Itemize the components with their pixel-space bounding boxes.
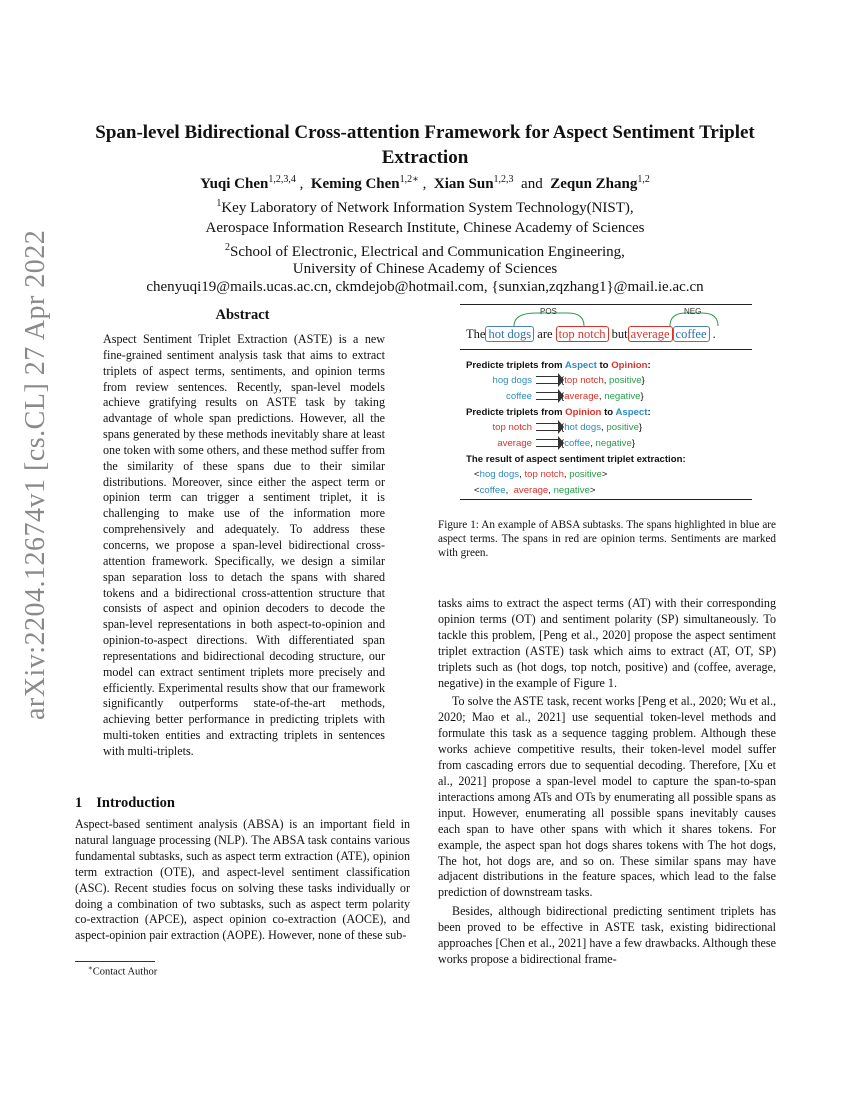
neg-label: NEG [684, 307, 702, 316]
fig-text: : [647, 360, 651, 371]
fig-lhs: average [497, 438, 532, 449]
affiliation-line: Aerospace Information Research Institute, Chinese Academy of Sciences [205, 220, 645, 236]
fig-text: Predicte triplets from [466, 407, 566, 418]
author-emails: chenyuqi19@mails.ucas.ac.cn, ckmdejob@hotmail.com, {sunxian,zqzhang1}@mail.ie.ac.cn [146, 279, 704, 295]
author-name: Xian Sun [433, 176, 494, 192]
paper-title: Span-level Bidirectional Cross-attention Framework for Aspect Sentiment Triplet Extraction [95, 122, 755, 168]
word: but [611, 327, 628, 341]
arxiv-stamp: arXiv:2204.12674v1 [cs.CL] 27 Apr 2022 [20, 229, 51, 720]
fig-heading-a2o [466, 358, 752, 373]
fig-sentiment: negative [595, 438, 632, 449]
footnote-rule [75, 961, 155, 962]
double-arrow-icon [536, 439, 558, 447]
aspect-span: coffee [673, 326, 710, 342]
paragraph: To solve the ASTE task, recent works [Peng et al., 2020; Wu et al., 2020; Mao et al., 2021] use sequential token-level methods and formulate this task as a sequence tagging problem. Although these works achieve competitive results, their token-level model suffer from cascading errors due to sequential decoding. Therefore, [Xu et al., 2021] propose a span-level model to capture the span-to-span interactions among ATs and OTs by enumerating all possible spans as input. However, enumerating all possible spans inevitably causes each span to have other spans with which it shares tokens. For example, the aspect span hot dogs shares tokens with The hot dogs, The hot, hot dogs are, and so on. These similar spans may have adjacent distributions in the feature spaces, which lead to the false prediction of downstream tasks. [438, 694, 776, 900]
double-arrow-icon [536, 376, 558, 384]
section-number: 1 [75, 795, 83, 811]
fig-heading-o2a [466, 405, 752, 420]
fig-sentiment: positive [606, 422, 639, 433]
fig-text: Opinion [611, 360, 648, 371]
affiliation-line [60, 238, 790, 262]
word: The [466, 327, 486, 341]
author-line: Yuqi Chen$^{1,2,3,4}$ , Keming Chen$^{1,2∗}$ , Xian Sun$^{1,2,3}$ and Zequn Zhang$^{1,2}$ [200, 174, 650, 192]
fig-sentiment: positive [569, 469, 602, 480]
aff-sup: 1 [216, 198, 222, 209]
aspect-span: hot dogs [485, 326, 534, 342]
fig-text: Opinion [565, 407, 602, 418]
footnote-mark: ∗ [88, 964, 93, 972]
fig-result: <hog dogs, top notch, positive> [474, 469, 608, 480]
author-name: Yuqi Chen [200, 176, 269, 192]
fig-aspect: coffee [564, 438, 591, 449]
author-sup: 1,2 [637, 174, 650, 185]
abstract-heading: Abstract [215, 307, 270, 323]
section-heading [75, 795, 175, 812]
author-sup: 1,2,3,4 [268, 174, 296, 185]
right-column-text [438, 596, 776, 968]
affiliation-line: University of Chinese Academy of Sciences [292, 261, 558, 277]
fig-sentiment: negative [553, 485, 590, 496]
paragraph: Besides, although bidirectional predicting sentiment triplets has been proved to be effective in ASTE task, existing bidirectional approaches [Chen et al., 2021] have a few drawbacks. Although these works propose a bidirectional frame- [438, 904, 776, 966]
fig-text: Aspect [615, 407, 648, 418]
author-and: and [521, 176, 543, 192]
fig-lhs: coffee [506, 391, 532, 402]
word: are [537, 327, 553, 341]
section-title: Introduction [96, 795, 175, 811]
fig-sentiment: positive [609, 375, 642, 386]
author-sup: 1,2,3 [493, 174, 514, 185]
fig-row: coffee {average, negative} [466, 389, 752, 405]
fig-text: Aspect [564, 360, 597, 371]
fig-aspect: coffee [479, 485, 506, 496]
author-name: Zequn Zhang [550, 176, 638, 192]
fig-opinion: average [513, 485, 549, 496]
aff-text: Key Laboratory of Network Information System Technology(NIST), [221, 200, 634, 216]
paragraph: tasks aims to extract the aspect terms (AT) with their corresponding opinion terms (OT) and sentiment polarity (SP) simultaneously. To tackle this problem, [Peng et al., 2020] propose the aspect sentiment triplet extraction (ASTE) task which aims to extract (AT, OT, SP) triplets such as (hot dogs, top notch, positive) and (coffee, average, negative) in the example of Figure 1. [438, 596, 776, 690]
aff-text: School of Electronic, Electrical and Communication Engineering, [230, 244, 625, 260]
fig-aspect: hog dogs [479, 469, 520, 480]
intro-text: Aspect-based sentiment analysis (ABSA) is an important field in natural language processing (NLP). The ABSA task contains various fundamental subtasks, such as aspect term extraction (ATE), opinion term extraction (OTE), and aspect-level sentiment classification (ASC). Recent studies focus on solving these tasks individually or doing a combination of two subtasks, such as aspect term polarity co-extraction (APCE), aspect opinion co-extraction (AOCE), and aspect-opinion pair extraction (AOPE). However, none of these sub- [75, 817, 410, 943]
figure-bottom-rule [460, 499, 752, 500]
double-arrow-icon [536, 423, 558, 431]
fig-sentiment: negative [604, 391, 641, 402]
fig-opinion: average [564, 391, 599, 402]
figure-caption: Figure 1: An example of ABSA subtasks. The spans highlighted in blue are aspect terms. The spans in red are opinion terms. Sentiments are marked with green. [438, 519, 776, 559]
author-sup: 1,2∗ [399, 174, 419, 185]
fig-opinion: top notch [524, 469, 564, 480]
footnote-text: Contact Author [92, 966, 158, 978]
example-sentence [466, 326, 750, 342]
author-name: Keming Chen [310, 176, 400, 192]
fig-text: to [596, 360, 612, 371]
word: . [712, 327, 716, 341]
fig-row: hog dogs {top notch, positive} [466, 373, 752, 389]
opinion-span: average [628, 326, 673, 342]
footnote [88, 964, 157, 978]
fig-result: <coffee, average, negative> [474, 485, 596, 496]
fig-lhs: hog dogs [492, 375, 532, 386]
fig-row: top notch {hot dogs, positive} [466, 420, 752, 436]
fig-row: average {coffee, negative} [466, 436, 752, 452]
author-block [60, 170, 790, 297]
fig-opinion: top notch [564, 375, 604, 386]
figure-lines [466, 358, 752, 499]
fig-heading-result: The result of aspect sentiment triplet extraction: [466, 454, 686, 465]
figure-1 [460, 304, 752, 500]
fig-text: : [647, 407, 651, 418]
pos-label: POS [540, 307, 557, 316]
fig-text: Predicte triplets from [466, 360, 565, 371]
abstract-text: Aspect Sentiment Triplet Extraction (ASTE) is a new fine-grained sentiment analysis task that aims to extract triplets of aspect terms, sentiments, and opinion terms from review sentences. Recently, span-level models achieve gratifying results on ASTE task by taking advantage of whole span predictions. However, all the spans generated by these methods inevitably share at least one token with some others, and these method suffer from the similarity of these spans due to their similar distributions. Moreover, since either the aspect term or opinion term can trigger a sentiment triplet, it is challenging to make use of the information more comprehensively and adequately. To address these concerns, we propose a span-level bidirectional cross-attention framework. Specifically, we design a similar span separation loss to detach the spans with shared tokens and a bidirectional cross-attention structure that consists of aspect and opinion decoders to decode the span-level representations in both aspect-to-opinion and opinion-to-aspect directions. With differentiated span representations and bidirectional decoding structure, our model can extract sentiment triplets more precisely and efficiently. Experimental results show that our framework significantly outperforms state-of-the-art methods, achieving better performance in predicting triplets with multi-token entities and extracting triplets in sentences with multi-triplets. [103, 332, 385, 758]
opinion-span: top notch [556, 326, 609, 342]
fig-text: to [601, 407, 616, 418]
fig-lhs: top notch [492, 422, 532, 433]
fig-aspect: hot dogs [564, 422, 602, 433]
figure-mid-rule [460, 349, 752, 350]
affiliation-line [60, 194, 790, 218]
double-arrow-icon [536, 392, 558, 400]
aff-sup: 2 [225, 242, 231, 253]
